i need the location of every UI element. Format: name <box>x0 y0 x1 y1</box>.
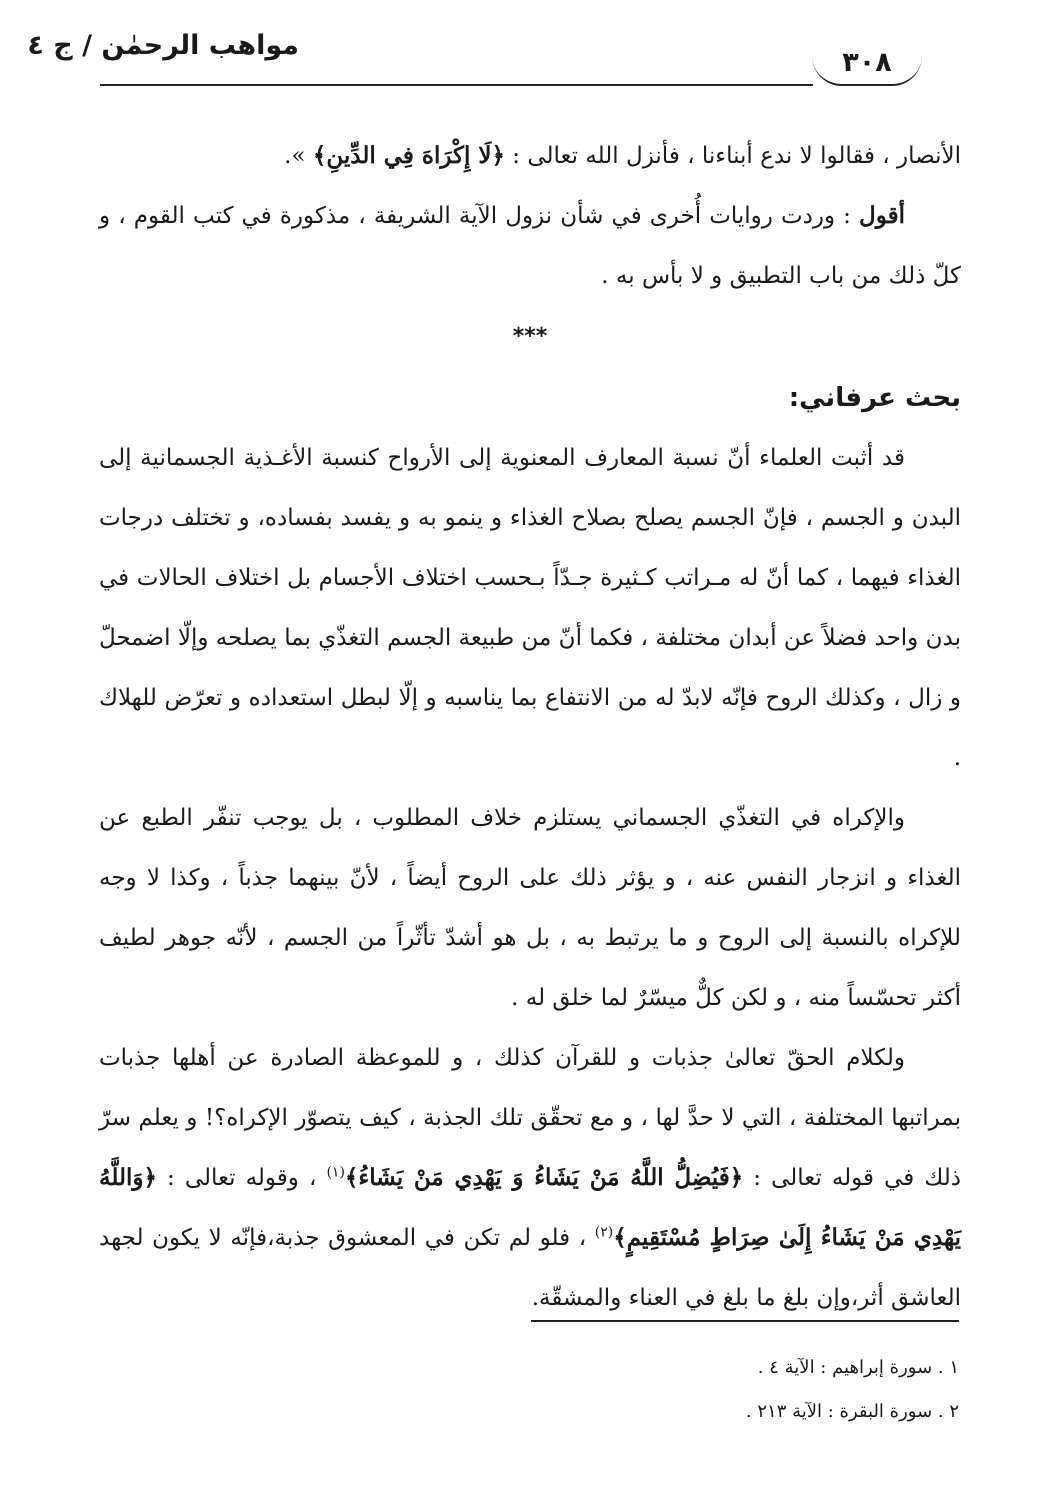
paragraph-4: والإكراه في التغذّي الجسماني يستلزم خلاف المطلوب ، بل يوجب تنفّر الطبع عن الغذاء و انزجار النفس عنه ، و يؤثر ذلك على الروح أيضاً ، لأنّ بينهما جذباً ، وكذا لا وجه للإكراه بالنسبة إلى الروح و ما يرتبط به ، بل هو أشدّ تأثّراً من الجسم ، لأنّه جوهر لطيف أكثر تحسّساً منه ، و لكن كلٌّ ميسّرٌ لما خلق له . <box>99 805 961 1011</box>
paragraph-1 <box>99 126 961 186</box>
paragraph-2-text: : وردت روايات أُخرى في شأن نزول الآية الشريفة ، مذكورة في كتب القوم ، و كلّ ذلك من باب التطبيق و لا بأس به . <box>99 203 961 289</box>
footnote-ref-2[interactable]: (٢) <box>594 1224 614 1241</box>
paragraph-3: قد أثبت العلماء أنّ نسبة المعارف المعنوية إلى الأرواح كنسبة الأغـذية الجسمانية إلى البدن و الجسم ، فإنّ الجسم يصلح بصلاح الغذاء و ينمو به و يفسد بفساده، و تختلف درجات الغذاء فيهما ، كما أنّ له مـراتب كـثيرة جـدّاً بـحسب اختلاف الأجسام بل اختلاف الحالات في بدن واحد فضلاً عن أبدان مختلفة ، فكما أنّ من طبيعة الجسم التغذّي بما يصلحه وإلّا اضمحلّ و زال ، وكذلك الروح فإنّه لابدّ له من الانتفاع بما يناسبه و إلّا لبطل استعداده و تعرّض للهلاك . <box>99 445 961 771</box>
paragraph-5-text-c: ، فلو لم تكن في المعشوق جذبة،فإنّه لا يكون لجهد العاشق أثر،وإن بلغ ما بلغ في العناء والمشقّة. <box>99 1225 961 1311</box>
footnote-ref-1[interactable]: (١) <box>326 1164 345 1181</box>
header-divider <box>100 84 813 86</box>
footnote-2: ٢ . سورة البقرة : الآية ٢١٣ . <box>745 1401 959 1422</box>
footnote-1: ١ . سورة إبراهيم : الآية ٤ . <box>757 1357 959 1378</box>
paragraph-5-text-b: ، وقوله تعالى : <box>156 1165 327 1191</box>
section-separator: *** <box>512 324 548 349</box>
paragraph-5-text-a: ولكلام الحقّ تعالىٰ جذبات و للقرآن كذلك ، و للموعظة الصادرة عن أهلها جذبات بمراتبها المختلفة ، التي لا حدَّ لها ، و مع تحقّق تلك الجذبة ، كيف يتصوّر الإكراه؟! و يعلم سرّ ذلك في قوله تعالى : <box>99 1045 961 1191</box>
quran-verse-1: ﴿فَيُضِلُّ اللَّهُ مَنْ يَشَاءُ وَ يَهْدِي مَنْ يَشَاءُ﴾ <box>344 1164 744 1191</box>
page-number: ٣٠٨ <box>812 46 922 86</box>
quran-verse-2: ﴿وَاللَّهُ يَهْدِي مَنْ يَشَاءُ إِلَىٰ صِرَاطٍ مُسْتَقِيمٍ﴾ <box>99 1164 961 1251</box>
footnote-divider <box>531 1320 959 1322</box>
book-title-header: مواهب الرحمٰن / ج ٤ <box>27 30 299 61</box>
lead-word-aqul: أقول <box>859 202 905 229</box>
paragraph-5 <box>99 1028 961 1328</box>
paragraph-1-end: ». <box>284 143 313 169</box>
footnotes <box>99 1346 959 1434</box>
section-heading: بحث عرفاني: <box>788 383 961 413</box>
quran-verse: ﴿لَا إِكْرَاهَ فِي الدِّينِ﴾ <box>312 142 505 169</box>
paragraph-1-text: الأنصار ، فقالوا لا ندع أبناءنا ، فأنزل الله تعالى : <box>504 143 961 169</box>
paragraph-2 <box>99 186 961 306</box>
main-text <box>99 126 961 1328</box>
